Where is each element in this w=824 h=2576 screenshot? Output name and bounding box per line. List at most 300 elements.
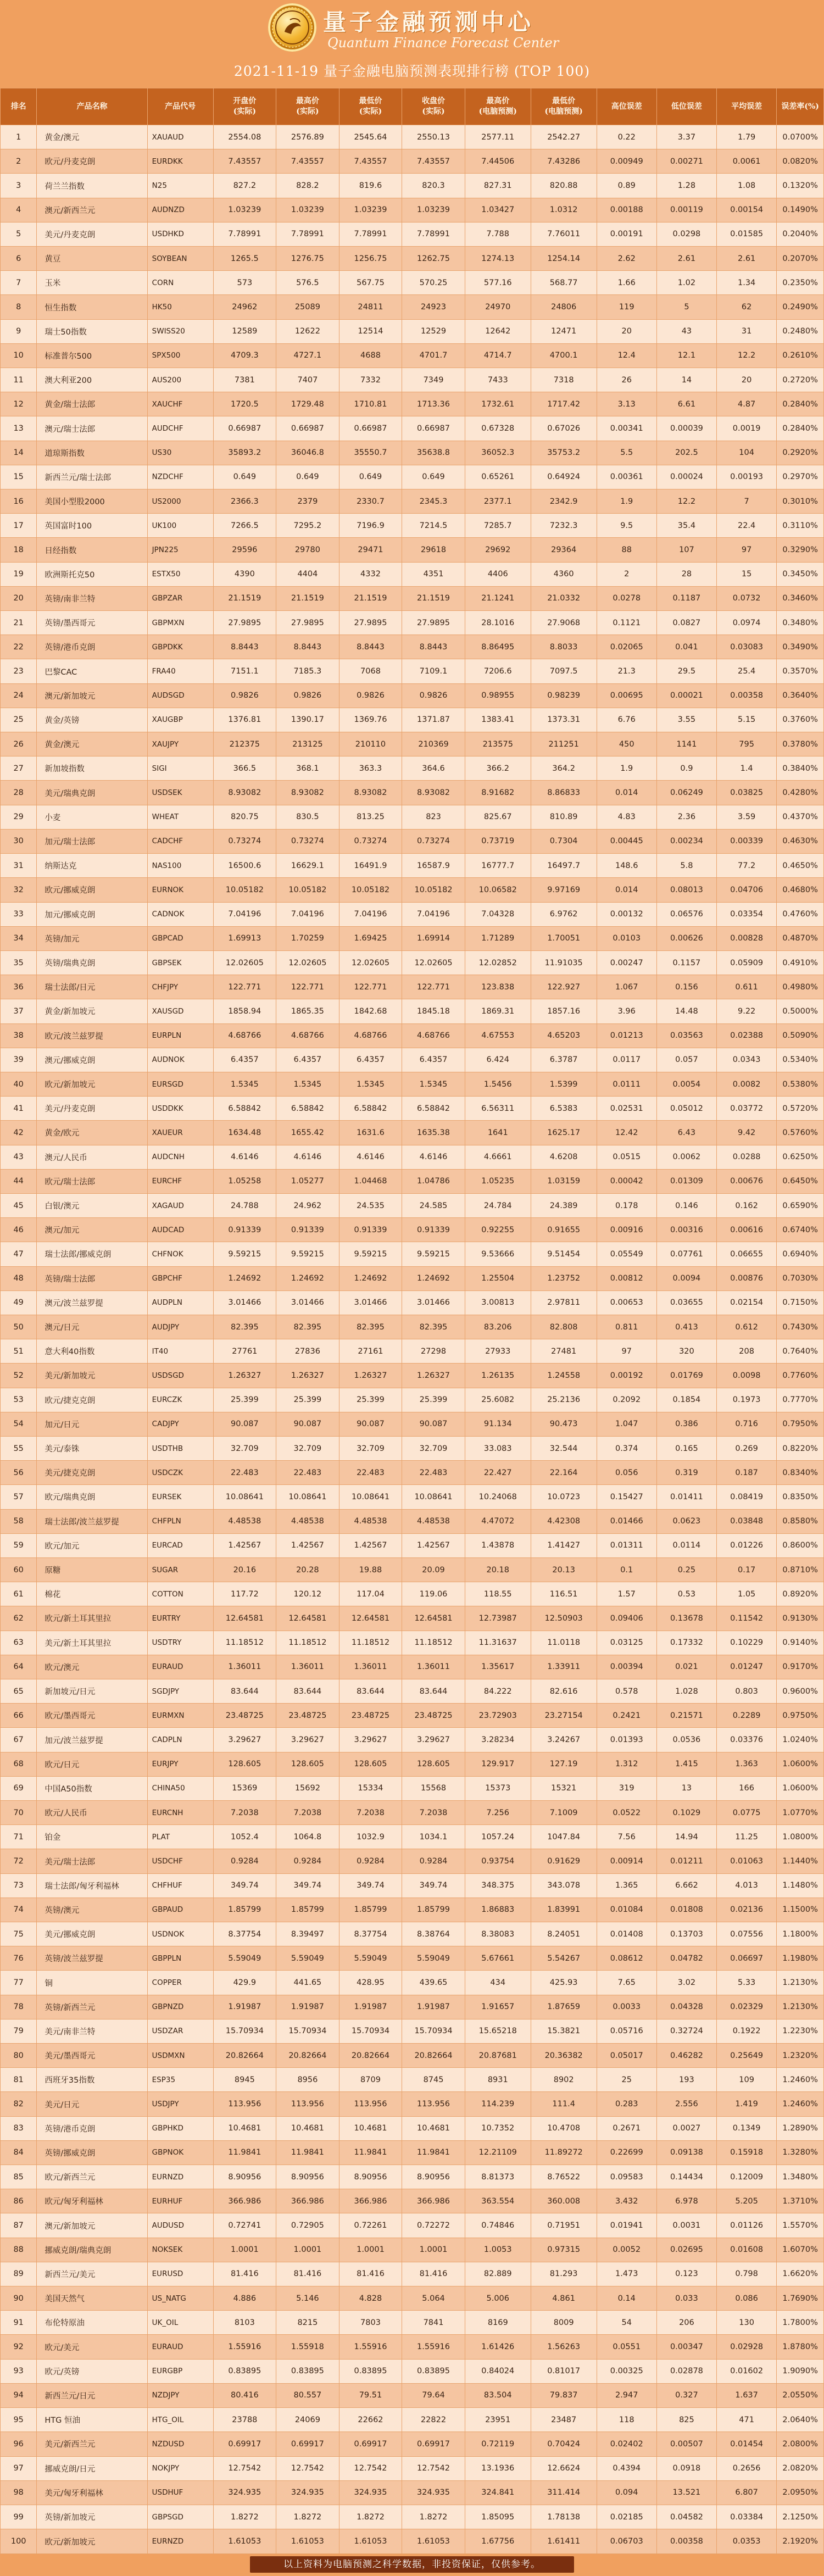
high-error-cell: 0.01466: [597, 1509, 656, 1533]
high-actual-cell: 366.986: [276, 2189, 339, 2213]
high-forecast-cell: 29692: [465, 538, 531, 562]
low-forecast-cell: 3.24267: [531, 1728, 597, 1752]
rank-cell: 24: [1, 683, 37, 708]
low-actual-cell: 25.399: [339, 1388, 402, 1412]
avg-error-cell: 0.0732: [717, 586, 777, 610]
high-error-cell: 0.0278: [597, 586, 656, 610]
low-actual-cell: 7196.9: [339, 514, 402, 538]
table-row: [1, 1704, 824, 1728]
avg-error-cell: 0.01226: [717, 1533, 777, 1557]
high-actual-cell: 4727.1: [276, 343, 339, 368]
high-forecast-cell: 12.73987: [465, 1606, 531, 1631]
high-error-cell: 7.65: [597, 1971, 656, 1995]
product-name-cell: 美国小型股2000: [37, 489, 147, 514]
close-actual-cell: 35638.8: [402, 441, 465, 465]
table-row: [1, 319, 824, 343]
error-rate-cell: 0.4650%: [777, 854, 824, 878]
rank-cell: 69: [1, 1776, 37, 1800]
product-name-cell: 黄豆: [37, 247, 147, 271]
product-name-cell: 瑞士法郎/挪威克朗: [37, 1242, 147, 1266]
high-error-cell: 0.00916: [597, 1218, 656, 1242]
product-name-cell: 美国天然气: [37, 2286, 147, 2311]
close-actual-cell: 4351: [402, 562, 465, 586]
product-name-cell: 美元/匈牙利福林: [37, 2480, 147, 2505]
error-rate-cell: 0.3460%: [777, 586, 824, 610]
low-actual-cell: 128.605: [339, 1752, 402, 1776]
high-forecast-cell: 4.67553: [465, 1023, 531, 1048]
low-forecast-cell: 23487: [531, 2408, 597, 2432]
low-error-cell: 0.0918: [656, 2456, 716, 2480]
high-error-cell: 0.00394: [597, 1655, 656, 1679]
rank-cell: 96: [1, 2432, 37, 2456]
high-actual-cell: 0.72905: [276, 2213, 339, 2238]
high-forecast-cell: 12.02852: [465, 950, 531, 975]
product-code-cell: EURTRY: [147, 1606, 213, 1631]
high-error-cell: 0.09406: [597, 1606, 656, 1631]
close-actual-cell: 0.91339: [402, 1218, 465, 1242]
table-row: [1, 149, 824, 174]
high-error-cell: 1.312: [597, 1752, 656, 1776]
product-name-cell: 黄金/英镑: [37, 708, 147, 732]
high-error-cell: 0.09583: [597, 2165, 656, 2189]
error-rate-cell: 0.2840%: [777, 392, 824, 416]
low-error-cell: 1.28: [656, 174, 716, 198]
error-rate-cell: 1.1440%: [777, 1849, 824, 1873]
avg-error-cell: 0.05909: [717, 950, 777, 975]
close-actual-cell: 11.9841: [402, 2140, 465, 2165]
rank-cell: 72: [1, 1849, 37, 1873]
high-actual-cell: 1.42567: [276, 1533, 339, 1557]
rank-cell: 9: [1, 319, 37, 343]
low-forecast-cell: 568.77: [531, 271, 597, 295]
rank-cell: 41: [1, 1097, 37, 1121]
table-row: [1, 902, 824, 926]
product-name-cell: 新西兰元/日元: [37, 2383, 147, 2407]
avg-error-cell: 0.0775: [717, 1801, 777, 1825]
error-rate-cell: 0.7950%: [777, 1412, 824, 1436]
avg-error-cell: 0.10229: [717, 1631, 777, 1655]
high-forecast-cell: 21.1241: [465, 586, 531, 610]
close-actual-cell: 12.64581: [402, 1606, 465, 1631]
open-actual-cell: 117.72: [213, 1582, 276, 1606]
open-actual-cell: 5.59049: [213, 1946, 276, 1971]
error-rate-cell: 0.2720%: [777, 368, 824, 392]
low-error-cell: 35.4: [656, 514, 716, 538]
close-actual-cell: 0.72272: [402, 2213, 465, 2238]
product-name-cell: 黄金/欧元: [37, 1121, 147, 1145]
product-name-cell: 白银/澳元: [37, 1193, 147, 1217]
close-actual-cell: 20.82664: [402, 2044, 465, 2068]
low-forecast-cell: 35753.2: [531, 441, 597, 465]
rank-cell: 79: [1, 2019, 37, 2043]
avg-error-cell: 5.33: [717, 1971, 777, 1995]
high-actual-cell: 213125: [276, 732, 339, 756]
avg-error-cell: 0.03384: [717, 2505, 777, 2529]
low-forecast-cell: 10.0723: [531, 1485, 597, 1509]
high-forecast-cell: 1.91657: [465, 1995, 531, 2019]
product-name-cell: 欧元/捷克克朗: [37, 1388, 147, 1412]
avg-error-cell: 11.25: [717, 1825, 777, 1849]
low-forecast-cell: 810.89: [531, 805, 597, 829]
low-error-cell: 2.556: [656, 2092, 716, 2116]
low-actual-cell: 4688: [339, 343, 402, 368]
avg-error-cell: 0.01247: [717, 1655, 777, 1679]
high-actual-cell: 6.58842: [276, 1097, 339, 1121]
high-error-cell: 0.08612: [597, 1946, 656, 1971]
low-forecast-cell: 12.6624: [531, 2456, 597, 2480]
high-forecast-cell: 83.206: [465, 1315, 531, 1339]
high-actual-cell: 830.5: [276, 805, 339, 829]
product-name-cell: 加元/波兰兹罗提: [37, 1728, 147, 1752]
high-actual-cell: 11.9841: [276, 2140, 339, 2165]
high-actual-cell: 4404: [276, 562, 339, 586]
error-rate-cell: 1.0770%: [777, 1801, 824, 1825]
table-row: [1, 1339, 824, 1364]
table-row: [1, 295, 824, 319]
rank-cell: 45: [1, 1193, 37, 1217]
low-actual-cell: 3.01466: [339, 1290, 402, 1315]
product-name-cell: 玉米: [37, 271, 147, 295]
high-actual-cell: 25.399: [276, 1388, 339, 1412]
high-error-cell: 0.01408: [597, 1922, 656, 1946]
high-actual-cell: 23.48725: [276, 1704, 339, 1728]
avg-error-cell: 0.03376: [717, 1728, 777, 1752]
error-rate-cell: 0.8220%: [777, 1436, 824, 1460]
high-error-cell: 0.00653: [597, 1290, 656, 1315]
high-forecast-cell: 27933: [465, 1339, 531, 1364]
low-error-cell: 0.041: [656, 635, 716, 659]
high-error-cell: 3.432: [597, 2189, 656, 2213]
avg-error-cell: 12.2: [717, 343, 777, 368]
table-row: [1, 1849, 824, 1873]
table-row: [1, 1242, 824, 1266]
open-actual-cell: 1.24692: [213, 1266, 276, 1290]
low-error-cell: 28: [656, 562, 716, 586]
close-actual-cell: 366.986: [402, 2189, 465, 2213]
low-forecast-cell: 11.91035: [531, 950, 597, 975]
table-row: [1, 441, 824, 465]
error-rate-cell: 0.2970%: [777, 465, 824, 489]
low-actual-cell: 0.91339: [339, 1218, 402, 1242]
high-error-cell: 0.02531: [597, 1097, 656, 1121]
product-code-cell: GBPPLN: [147, 1946, 213, 1971]
high-forecast-cell: 7433: [465, 368, 531, 392]
high-error-cell: 0.05549: [597, 1242, 656, 1266]
table-row: [1, 1922, 824, 1946]
rank-cell: 37: [1, 999, 37, 1023]
error-rate-cell: 0.9600%: [777, 1679, 824, 1704]
high-error-cell: 1.473: [597, 2262, 656, 2286]
high-error-cell: 0.0103: [597, 926, 656, 950]
rank-cell: 65: [1, 1679, 37, 1704]
high-forecast-cell: 1.71289: [465, 926, 531, 950]
close-actual-cell: 7.04196: [402, 902, 465, 926]
error-rate-cell: 1.2230%: [777, 2019, 824, 2043]
error-rate-cell: 0.6740%: [777, 1218, 824, 1242]
close-actual-cell: 3.29627: [402, 1728, 465, 1752]
rank-cell: 32: [1, 878, 37, 902]
avg-error-cell: 0.03772: [717, 1097, 777, 1121]
product-code-cell: XAUAUD: [147, 125, 213, 149]
avg-error-cell: 20: [717, 368, 777, 392]
error-rate-cell: 2.0640%: [777, 2408, 824, 2432]
avg-error-cell: 0.1349: [717, 2116, 777, 2140]
close-actual-cell: 6.58842: [402, 1097, 465, 1121]
product-name-cell: 恒生指数: [37, 295, 147, 319]
high-actual-cell: 7185.3: [276, 659, 339, 683]
open-actual-cell: 0.72741: [213, 2213, 276, 2238]
high-error-cell: 0.2671: [597, 2116, 656, 2140]
error-rate-cell: 0.2040%: [777, 222, 824, 246]
rank-cell: 66: [1, 1704, 37, 1728]
product-code-cell: CHFJPY: [147, 975, 213, 999]
product-code-cell: AUDCHF: [147, 416, 213, 441]
low-actual-cell: 21.1519: [339, 586, 402, 610]
high-error-cell: 3.13: [597, 392, 656, 416]
table-row: [1, 781, 824, 805]
product-code-cell: GBPSGD: [147, 2505, 213, 2529]
error-rate-cell: 0.3640%: [777, 683, 824, 708]
product-name-cell: 欧元/美元: [37, 2335, 147, 2359]
table-row: [1, 1873, 824, 1898]
product-name-cell: 欧元/瑞士法郎: [37, 1169, 147, 1193]
table-row: [1, 1485, 824, 1509]
product-name-cell: 英镑/港币克朗: [37, 635, 147, 659]
high-forecast-cell: 1057.24: [465, 1825, 531, 1849]
open-actual-cell: 1.05258: [213, 1169, 276, 1193]
product-code-cell: NZDUSD: [147, 2432, 213, 2456]
open-actual-cell: 11.18512: [213, 1631, 276, 1655]
product-name-cell: 美元/瑞典克朗: [37, 781, 147, 805]
high-actual-cell: 1.91987: [276, 1995, 339, 2019]
high-forecast-cell: 3.28234: [465, 1728, 531, 1752]
error-rate-cell: 2.0800%: [777, 2432, 824, 2456]
error-rate-cell: 1.2130%: [777, 1971, 824, 1995]
avg-error-cell: 1.08: [717, 174, 777, 198]
open-actual-cell: 1.0001: [213, 2238, 276, 2262]
high-error-cell: 0.374: [597, 1436, 656, 1460]
avg-error-cell: 0.03825: [717, 781, 777, 805]
table-row: [1, 878, 824, 902]
open-actual-cell: 0.649: [213, 465, 276, 489]
low-forecast-cell: 7.1009: [531, 1801, 597, 1825]
product-code-cell: USDMXN: [147, 2044, 213, 2068]
open-actual-cell: 20.82664: [213, 2044, 276, 2068]
product-name-cell: 美元/新加坡元: [37, 1364, 147, 1388]
high-actual-cell: 7.2038: [276, 1801, 339, 1825]
low-error-cell: 3.55: [656, 708, 716, 732]
column-header: 最低价 (实际): [339, 88, 402, 125]
low-error-cell: 0.00316: [656, 1218, 716, 1242]
rank-cell: 93: [1, 2359, 37, 2383]
error-rate-cell: 0.4870%: [777, 926, 824, 950]
avg-error-cell: 2.61: [717, 247, 777, 271]
open-actual-cell: 11.9841: [213, 2140, 276, 2165]
product-name-cell: 美元/瑞士法郎: [37, 1849, 147, 1873]
high-error-cell: 0.178: [597, 1193, 656, 1217]
avg-error-cell: 1.05: [717, 1582, 777, 1606]
low-actual-cell: 35550.7: [339, 441, 402, 465]
low-error-cell: 5: [656, 295, 716, 319]
high-error-cell: 0.02185: [597, 2505, 656, 2529]
rank-cell: 49: [1, 1290, 37, 1315]
rank-cell: 42: [1, 1121, 37, 1145]
product-name-cell: 黄金/瑞士法郎: [37, 392, 147, 416]
product-code-cell: AUDUSD: [147, 2213, 213, 2238]
table-row: [1, 1121, 824, 1145]
error-rate-cell: 0.4630%: [777, 829, 824, 853]
rank-cell: 78: [1, 1995, 37, 2019]
high-error-cell: 2: [597, 562, 656, 586]
high-error-cell: 0.2092: [597, 1388, 656, 1412]
error-rate-cell: 0.2070%: [777, 247, 824, 271]
rank-cell: 11: [1, 368, 37, 392]
high-forecast-cell: 12.21109: [465, 2140, 531, 2165]
error-rate-cell: 0.4280%: [777, 781, 824, 805]
rank-cell: 25: [1, 708, 37, 732]
product-code-cell: CHINA50: [147, 1776, 213, 1800]
rank-cell: 23: [1, 659, 37, 683]
low-actual-cell: 4.828: [339, 2286, 402, 2311]
product-code-cell: US2000: [147, 489, 213, 514]
avg-error-cell: 0.00154: [717, 198, 777, 222]
table-row: [1, 2140, 824, 2165]
high-error-cell: 0.0052: [597, 2238, 656, 2262]
low-forecast-cell: 0.98239: [531, 683, 597, 708]
error-rate-cell: 0.8350%: [777, 1485, 824, 1509]
open-actual-cell: 1.5345: [213, 1072, 276, 1096]
low-actual-cell: 1.24692: [339, 1266, 402, 1290]
low-actual-cell: 3.29627: [339, 1728, 402, 1752]
avg-error-cell: 4.87: [717, 392, 777, 416]
open-actual-cell: 429.9: [213, 1971, 276, 1995]
table-row: [1, 1801, 824, 1825]
error-rate-cell: 1.6620%: [777, 2262, 824, 2286]
low-forecast-cell: 0.67026: [531, 416, 597, 441]
rank-cell: 6: [1, 247, 37, 271]
product-code-cell: FRA40: [147, 659, 213, 683]
product-name-cell: 日经指数: [37, 538, 147, 562]
high-forecast-cell: 33.083: [465, 1436, 531, 1460]
high-forecast-cell: 9.53666: [465, 1242, 531, 1266]
close-actual-cell: 1.55916: [402, 2335, 465, 2359]
avg-error-cell: 0.03848: [717, 1509, 777, 1533]
low-actual-cell: 4.48538: [339, 1509, 402, 1533]
product-name-cell: 黄金/新加坡元: [37, 999, 147, 1023]
rank-cell: 99: [1, 2505, 37, 2529]
error-rate-cell: 0.8920%: [777, 1582, 824, 1606]
error-rate-cell: 0.7760%: [777, 1364, 824, 1388]
page-title-en: Quantum Finance Forecast Center: [327, 35, 559, 51]
high-actual-cell: 82.395: [276, 1315, 339, 1339]
high-forecast-cell: 7.04328: [465, 902, 531, 926]
high-error-cell: 0.056: [597, 1461, 656, 1485]
table-row: [1, 2189, 824, 2213]
product-name-cell: 澳元/新西兰元: [37, 198, 147, 222]
product-name-cell: 布伦特原油: [37, 2311, 147, 2335]
low-actual-cell: 4.6146: [339, 1145, 402, 1169]
product-code-cell: CADCHF: [147, 829, 213, 853]
open-actual-cell: 7.2038: [213, 1801, 276, 1825]
low-actual-cell: 8.93082: [339, 781, 402, 805]
high-actual-cell: 1.36011: [276, 1655, 339, 1679]
high-actual-cell: 8956: [276, 2068, 339, 2092]
avg-error-cell: 0.162: [717, 1193, 777, 1217]
product-name-cell: 欧元/加元: [37, 1533, 147, 1557]
product-code-cell: CORN: [147, 271, 213, 295]
open-actual-cell: 23788: [213, 2408, 276, 2432]
rank-cell: 39: [1, 1048, 37, 1072]
high-error-cell: 0.00191: [597, 222, 656, 246]
low-actual-cell: 6.58842: [339, 1097, 402, 1121]
high-error-cell: 0.05716: [597, 2019, 656, 2043]
low-error-cell: 0.09138: [656, 2140, 716, 2165]
open-actual-cell: 8.37754: [213, 1922, 276, 1946]
close-actual-cell: 12.02605: [402, 950, 465, 975]
high-forecast-cell: 8169: [465, 2311, 531, 2335]
high-actual-cell: 8215: [276, 2311, 339, 2335]
close-actual-cell: 439.65: [402, 1971, 465, 1995]
high-actual-cell: 1.0001: [276, 2238, 339, 2262]
high-error-cell: 3.96: [597, 999, 656, 1023]
low-error-cell: 0.00119: [656, 198, 716, 222]
high-actual-cell: 441.65: [276, 1971, 339, 1995]
close-actual-cell: 570.25: [402, 271, 465, 295]
product-code-cell: AUDCNH: [147, 1145, 213, 1169]
low-forecast-cell: 1.41427: [531, 1533, 597, 1557]
low-error-cell: 0.0298: [656, 222, 716, 246]
close-actual-cell: 1.0001: [402, 2238, 465, 2262]
low-actual-cell: 1.91987: [339, 1995, 402, 2019]
high-error-cell: 0.014: [597, 781, 656, 805]
high-error-cell: 0.01213: [597, 1023, 656, 1048]
product-code-cell: ESP35: [147, 2068, 213, 2092]
low-error-cell: 6.61: [656, 392, 716, 416]
error-rate-cell: 0.3490%: [777, 635, 824, 659]
product-name-cell: 英镑/新西兰元: [37, 1995, 147, 2019]
high-error-cell: 0.4394: [597, 2456, 656, 2480]
low-error-cell: 3.02: [656, 1971, 716, 1995]
product-code-cell: PLAT: [147, 1825, 213, 1849]
open-actual-cell: 8.90956: [213, 2165, 276, 2189]
low-actual-cell: 0.9284: [339, 1849, 402, 1873]
low-actual-cell: 9.59215: [339, 1242, 402, 1266]
low-forecast-cell: 1625.17: [531, 1121, 597, 1145]
open-actual-cell: 12589: [213, 319, 276, 343]
open-actual-cell: 21.1519: [213, 586, 276, 610]
high-actual-cell: 36046.8: [276, 441, 339, 465]
table-row: [1, 1218, 824, 1242]
product-code-cell: USDSGD: [147, 1364, 213, 1388]
avg-error-cell: 0.611: [717, 975, 777, 999]
low-error-cell: 202.5: [656, 441, 716, 465]
low-forecast-cell: 1.5399: [531, 1072, 597, 1096]
table-row: [1, 2238, 824, 2262]
rank-cell: 87: [1, 2213, 37, 2238]
product-code-cell: GBPHKD: [147, 2116, 213, 2140]
low-actual-cell: 7.04196: [339, 902, 402, 926]
high-actual-cell: 0.66987: [276, 416, 339, 441]
rank-cell: 5: [1, 222, 37, 246]
high-actual-cell: 81.416: [276, 2262, 339, 2286]
error-rate-cell: 0.6940%: [777, 1242, 824, 1266]
low-error-cell: 0.319: [656, 1461, 716, 1485]
low-forecast-cell: 6.3787: [531, 1048, 597, 1072]
product-name-cell: 澳大利亚200: [37, 368, 147, 392]
table-row: [1, 2359, 824, 2383]
low-actual-cell: 10.4681: [339, 2116, 402, 2140]
avg-error-cell: 0.1973: [717, 1388, 777, 1412]
